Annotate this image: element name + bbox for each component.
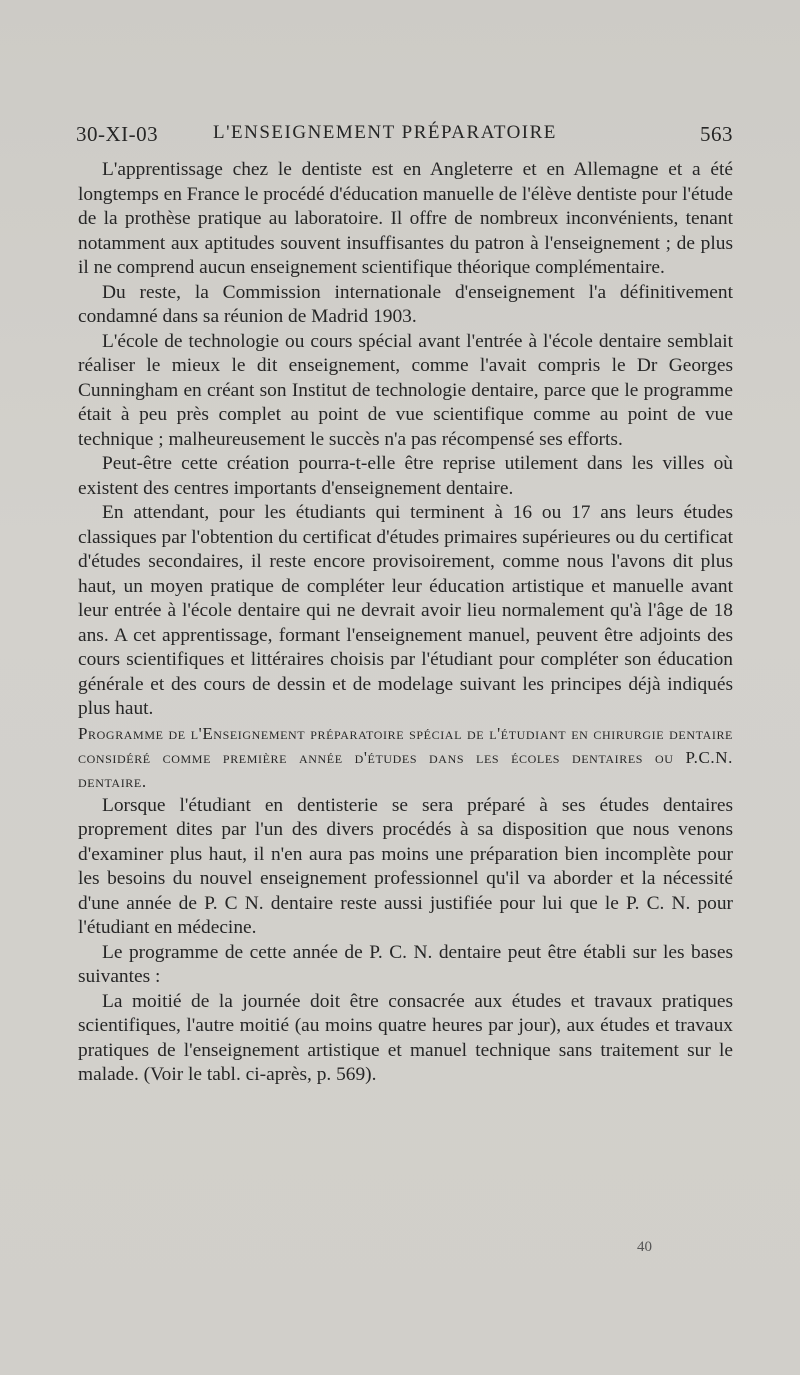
paragraph-apprentissage: L'apprentissage chez le dentiste est en Angleterre et en Allemagne et a été longtemps en France le procédé d'éducation manuelle de l'élève dentiste pour l'étude de la prothèse pratique au laboratoire. Il offre de nombreux inconvénients, tenant notamment aux aptitudes souvent insuffisantes du patron à l'enseignement ; de plus il ne comprend aucun enseignement scientifique théorique complémentaire. [78,159,733,278]
paragraph-en-attendant: En attendant, pour les étudiants qui terminent à 16 ou 17 ans leurs études classiques par l'obtention du certificat d'études primaires supérieures ou du certificat d'études secondaires, il reste encore provisoirement, comme nous l'avons dit plus haut, un moyen pratique de compléter leur éducation artistique et manuelle avant leur entrée à l'école dentaire qui ne devrait avoir lieu normalement qu'à l'âge de 18 ans. A cet apprentissage, formant l'enseignement manuel, peuvent être adjoints des cours scientifiques et littéraires choisis par l'étudiant pour compléter son éducation générale et des cours de dessin et de modelage suivant les principes déjà indiqués plus haut. [78,502,733,719]
paragraph-lorsque: Lorsque l'étudiant en dentisterie se sera préparé à ses études dentaires proprement dites par l'un des divers procédés à sa disposition que nous venons d'examiner plus haut, il n'en aura pas moins une préparation bien incomplète pour les besoins du nouvel enseignement professionnel qu'il va aborder et la nécessité d'une année de P. C N. dentaire reste aussi justifiée pour lui que le P. C. N. pour l'étudiant en médecine. [78,794,733,938]
header-title: L'ENSEIGNEMENT PRÉPARATOIRE [213,122,557,143]
paragraph-peut-etre: Peut-être cette création pourra-t-elle être reprise utilement dans les villes où existent des centres importants d'enseignement dentaire. [78,453,733,499]
section-heading: Programme de l'Enseignement préparatoire spécial de l'étudiant en chirurgie dentaire considéré comme première année d'études dans les écoles dentaires ou P.C.N. dentaire. [78,723,733,791]
paragraph-programme: Le programme de cette année de P. C. N. dentaire peut être établi sur les bases suivantes : [78,941,733,987]
page-body [78,158,733,1088]
paragraph-commission: Du reste, la Commission internationale d'enseignement l'a définitivement condamné dans sa réunion de Madrid 1903. [78,281,733,327]
paragraph-ecole-technologie: L'école de technologie ou cours spécial avant l'entrée à l'école dentaire semblait réaliser le mieux le dit enseignement, comme l'avait compris le Dr Georges Cunningham en créant son Institut de technologie dentaire, parce que le programme était à peu près complet au point de vue scientifique comme au point de vue technique ; malheureusement le succès n'a pas récompensé ses efforts. [78,330,733,450]
header-date: 30-XI-03 [76,122,159,146]
page-number: 563 [700,122,733,146]
paragraph-moitie: La moitié de la journée doit être consacrée aux études et travaux pratiques scientifiques, l'autre moitié (au moins quatre heures par jour), aux études et travaux pratiques de l'enseignement artistique et manuel technique sans traitement sur le malade. (Voir le tabl. ci-après, p. 569). [78,990,733,1085]
running-header [76,122,733,158]
signature-mark: 40 [637,1239,652,1255]
